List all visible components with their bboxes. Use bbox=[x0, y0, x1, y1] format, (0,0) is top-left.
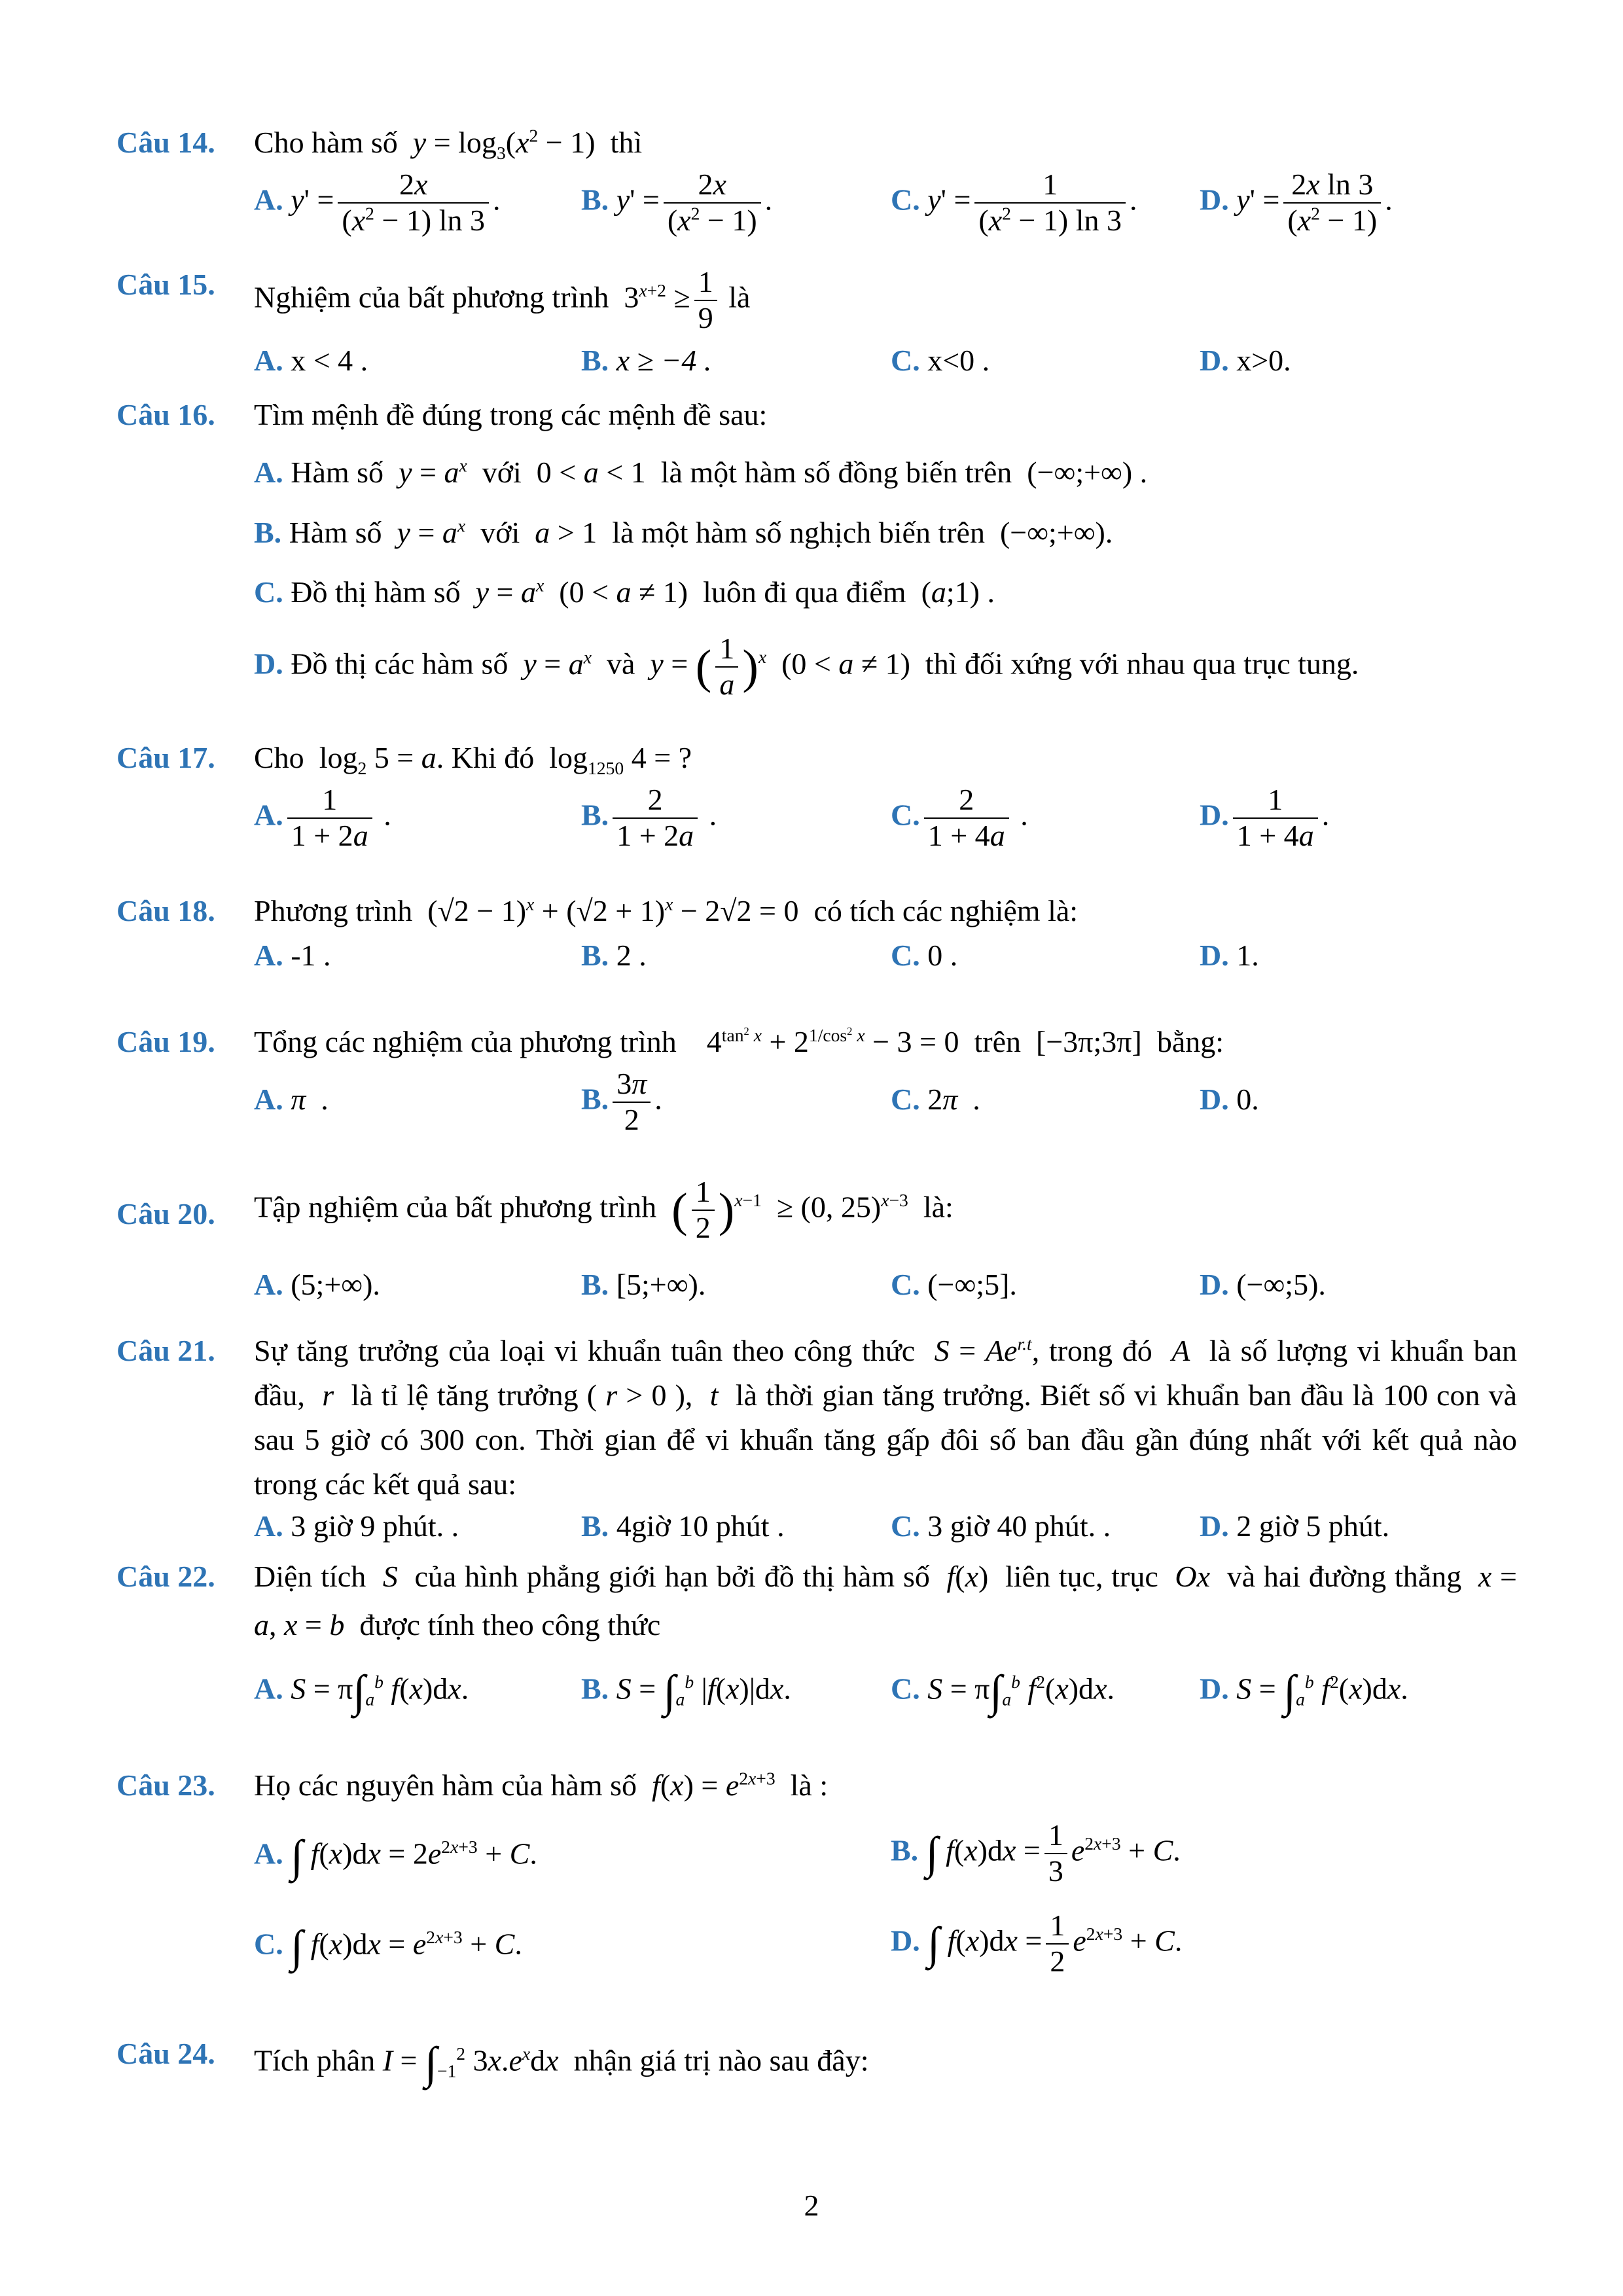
option-c[interactable]: C. 2π . bbox=[891, 1082, 980, 1116]
options bbox=[116, 783, 1517, 855]
question-number: Câu 20. bbox=[116, 1197, 215, 1230]
option-a[interactable]: A. Hàm số $y = a^x$ với 0 < a < 1 là một hàm số đồng biến trên (−∞;+∞) . bbox=[254, 455, 1148, 489]
option-d[interactable]: D. Đồ thị các hàm số $y = a^x$ và y = ( $\frac{1}{a}$ )$^x$ (0 < a ≠ 1) thì đối xứng với nhau qua trục tung. bbox=[254, 632, 1359, 702]
option-c[interactable]: C. $\frac{2}{1 + 4a}$ . bbox=[891, 782, 1028, 852]
option-b[interactable]: B. $\frac{2}{1 + 2a}$ . bbox=[581, 782, 717, 852]
question-number: Câu 21. bbox=[116, 1334, 215, 1367]
question-number: Câu 15. bbox=[116, 268, 215, 301]
option-c[interactable]: C. (−∞;5]. bbox=[891, 1267, 1017, 1301]
options bbox=[116, 1909, 1517, 1987]
option-d[interactable]: D. 2 giờ 5 phút. bbox=[1200, 1509, 1390, 1543]
option-d[interactable]: D. $\frac{1}{1 + 4a}$ . bbox=[1200, 782, 1330, 852]
question-text: Nghiệm của bất phương trình bbox=[254, 280, 609, 314]
math-expression: y bbox=[412, 126, 427, 159]
option-a[interactable]: A. -1 . bbox=[254, 938, 331, 972]
option-c[interactable]: C. y' = $\frac{1}{(x^2 - 1) \ln 3}$ . bbox=[891, 167, 1137, 237]
options bbox=[116, 168, 1517, 253]
option-b[interactable]: B. y' = $\frac{2x}{(x^2 - 1)}$ . bbox=[581, 167, 773, 237]
question-23: Câu 23. Họ các nguyên hàm của hàm số $f(x) = e^{2x+3}$ là : A. ∫ $f(x)dx = 2e^{2x+3} + C$. B. ∫ f(x)dx = $\frac{1}{3}$ $e^{2x+3} + C$. C. ∫ $f(x)dx = e^{2x+3} + C$. D. ∫ f(x)dx = $\frac{1}{2}$ $e^{2x+3} + C$. bbox=[116, 1766, 1517, 1987]
question-24: Câu 24. Tích phân $I = \int_{-1}^2$ $3x.e^xdx$ nhận giá trị nào sau đây: bbox=[116, 2034, 1517, 2093]
option-b[interactable]: B. x ≥ −4 . bbox=[581, 343, 712, 377]
options bbox=[116, 1507, 1517, 1547]
question-number: Câu 14. bbox=[116, 126, 215, 159]
option-a[interactable]: A. π . bbox=[254, 1082, 329, 1116]
question-16 bbox=[116, 395, 1517, 702]
option-a[interactable]: A. x < 4 . bbox=[254, 343, 368, 377]
option-b[interactable]: B. Hàm số $y = a^x$ với a > 1 là một hàm số nghịch biến trên (−∞;+∞). bbox=[254, 515, 1113, 549]
option-d[interactable]: D. $S = \int_a^b$ $f^2(x)dx$. bbox=[1200, 1666, 1408, 1716]
option-d[interactable]: D. y' = $\frac{\text{2x ln 3}}{(x^2 - 1)}$ . bbox=[1200, 167, 1393, 237]
options bbox=[116, 1662, 1517, 1741]
option-d[interactable]: D. (−∞;5). bbox=[1200, 1267, 1326, 1301]
question-number: Câu 24. bbox=[116, 2037, 215, 2070]
question-20: Câu 20. Tập nghiệm của bất phương trình ( $\frac{1}{2}$ )$^{x-1}$ ≥ (0, 25)$^{x-3}$ là: A. (5;+∞). B. [5;+∞). C. (−∞;5]. D. (−∞;5). bbox=[116, 1175, 1517, 1306]
question-17: Câu 17. Cho $\log_2 5 = a$. Khi đó $\log_{1250} 4$ = ? A. $\frac{1}{1 + 2a}$ . B. $\frac{2}{1 + 2a}$ . C. $\frac{2}{1 + 4a}$ . D. $\frac{1}{1 + 4a}$ . bbox=[116, 738, 1517, 855]
option-c[interactable]: C. ∫ $f(x)dx = e^{2x+3} + C$. bbox=[254, 1921, 522, 1971]
options bbox=[116, 1818, 1517, 1897]
option-c[interactable]: C. 0 . bbox=[891, 938, 958, 972]
options bbox=[116, 936, 1517, 977]
option-b[interactable]: B. ∫ f(x)dx = $\frac{1}{3}$ $e^{2x+3} + C$. bbox=[891, 1818, 1181, 1888]
option-c[interactable]: C. $S = \pi\int_a^b$ $f^2(x)dx$. bbox=[891, 1666, 1115, 1716]
question-14: Câu 14. Cho hàm số $y = \log_3(x^2 - 1)$ thì A. y' = $\frac{2x}{(x^2 - 1) \ln 3}$ . B. y' = $\frac{2x}{(x^2 - 1)}$ . C. y' = $\frac{1}{(x^2 - 1) \ln 3}$ . D. y' = $\frac{\text{2x ln 3}}{(x^2 - 1)}$ . bbox=[116, 123, 1517, 253]
question-15: Câu 15. Nghiệm của bất phương trình $3^{x+2}$ ≥ $\frac{1}{9}$ là A. x < 4 . B. x ≥ −4 . C. x<0 . D. x>0. bbox=[116, 265, 1517, 382]
option-b[interactable]: B. $S = \int_a^b$ |f(x)|dx. bbox=[581, 1666, 791, 1716]
question-19: Câu 19. Tổng các nghiệm của phương trình $4^{tan^2 x} + 2^{1/cos^2 x} - 3 = 0$ trên [−3π;3π] bằng: A. π . B. $\frac{3\pi}{2}$ . C. 2π . D. 0. bbox=[116, 1022, 1517, 1139]
question-22: Câu 22. Diện tích S của hình phẳng giới hạn bởi đồ thị hàm số f(x) liên tục, trục Ox và hai đường thẳng x = a, x = b được tính theo công thức A. $S = \pi\int_a^b$ f(x)dx. B. $S = \int_a^b$ |f(x)|dx. C. $S = \pi\int_a^b$ $f^2(x)dx$. D. $S = \int_a^b$ $f^2(x)dx$. bbox=[116, 1552, 1517, 1741]
option-d[interactable]: D. 1. bbox=[1200, 938, 1259, 972]
option-a[interactable]: A. y' = $\frac{2x}{(x^2 - 1) \ln 3}$ . bbox=[254, 167, 501, 237]
question-number: Câu 18. bbox=[116, 894, 215, 927]
option-a[interactable]: A. (5;+∞). bbox=[254, 1267, 380, 1301]
question-number: Câu 19. bbox=[116, 1025, 215, 1058]
option-c[interactable]: C. 3 giờ 40 phút. . bbox=[891, 1509, 1111, 1543]
option-b[interactable]: B. 2 . bbox=[581, 938, 647, 972]
question-number: Câu 16. bbox=[116, 398, 215, 431]
option-b[interactable]: B. 4giờ 10 phút . bbox=[581, 1509, 785, 1543]
options bbox=[116, 1265, 1517, 1306]
options bbox=[116, 1067, 1517, 1139]
question-text: Cho hàm số bbox=[254, 126, 398, 159]
option-a[interactable]: A. 3 giờ 9 phút. . bbox=[254, 1509, 459, 1543]
question-21: Câu 21. Sự tăng trưởng của loại vi khuẩn tuân theo công thức $S = Ae^{r.t}$, trong đó A là số lượng vi khuẩn ban đầu, r là tỉ lệ tăng trưởng ( r > 0 ), t là thời gian tăng trưởng. Biết số vi khuẩn ban đầu là 100 con và sau 5 giờ có 300 con. Thời gian để vi khuẩn tăng gấp đôi số ban đầu gần đúng nhất với kết quả nào trong các kết quả sau: A. 3 giờ 9 phút. . B. 4giờ 10 phút . C. 3 giờ 40 phút. . D. 2 giờ 5 phút. bbox=[116, 1329, 1517, 1547]
question-18: Câu 18. Phương trình $(√2 - 1)^x + (√2 + 1)^x - 2√2 = 0$ có tích các nghiệm là: A. -1 . B. 2 . C. 0 . D. 1. bbox=[116, 891, 1517, 977]
question-number: Câu 23. bbox=[116, 1768, 215, 1802]
question-text: Tìm mệnh đề đúng trong các mệnh đề sau: bbox=[254, 398, 768, 431]
question-number: Câu 22. bbox=[116, 1560, 215, 1593]
option-a[interactable]: A. $S = \pi\int_a^b$ f(x)dx. bbox=[254, 1666, 469, 1716]
option-b[interactable]: B. [5;+∞). bbox=[581, 1267, 706, 1301]
option-b[interactable]: B. $\frac{3\pi}{2}$ . bbox=[581, 1066, 662, 1136]
option-d[interactable]: D. x>0. bbox=[1200, 343, 1291, 377]
page-number: 2 bbox=[804, 2189, 819, 2222]
option-d[interactable]: D. ∫ f(x)dx = $\frac{1}{2}$ $e^{2x+3} + C$. bbox=[891, 1908, 1183, 1978]
question-number: Câu 17. bbox=[116, 741, 215, 774]
option-a[interactable]: A. $\frac{1}{1 + 2a}$ . bbox=[254, 782, 391, 852]
option-c[interactable]: C. x<0 . bbox=[891, 343, 990, 377]
options bbox=[116, 341, 1517, 382]
option-a[interactable]: A. ∫ $f(x)dx = 2e^{2x+3} + C$. bbox=[254, 1831, 537, 1881]
option-c[interactable]: C. Đồ thị hàm số $y = a^x$ (0 < a ≠ 1) luôn đi qua điểm (a;1) . bbox=[254, 575, 995, 609]
option-d[interactable]: D. 0. bbox=[1200, 1082, 1259, 1116]
